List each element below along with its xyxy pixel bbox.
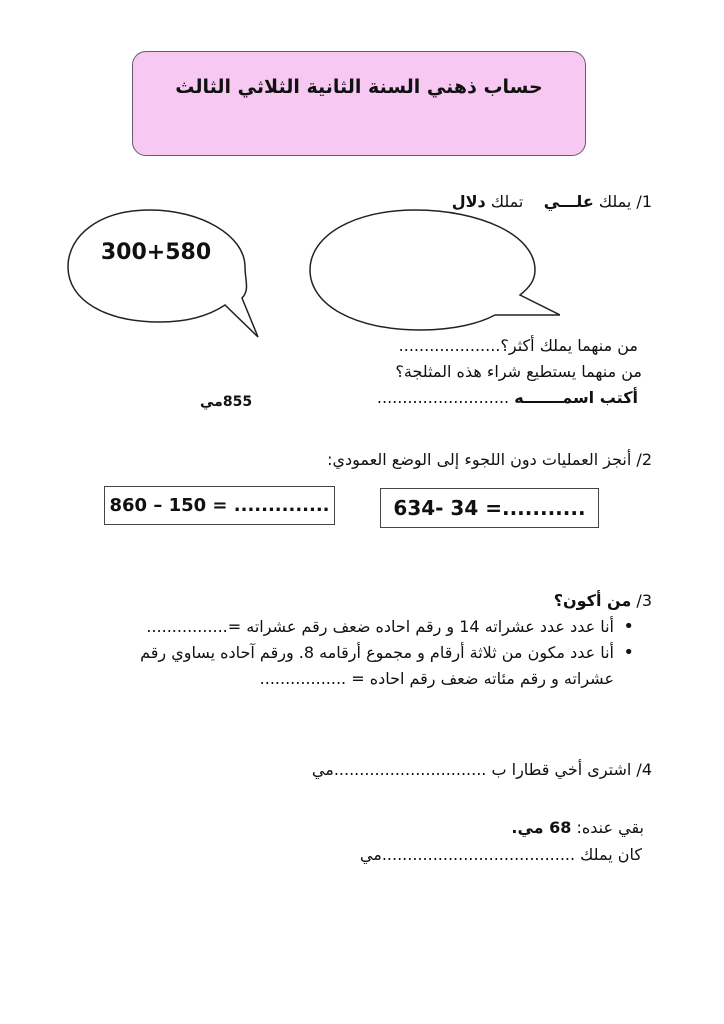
q1-name-ali: علـــي bbox=[543, 192, 594, 211]
operation-box-subtract-2: 634- 34 =........... bbox=[380, 488, 599, 528]
title-box bbox=[132, 51, 586, 156]
bubble-left-value: 300+580 bbox=[100, 240, 212, 265]
q1-line3 bbox=[377, 388, 638, 407]
q4-line3: كان يملك ......................................مي bbox=[359, 845, 642, 864]
q1-intro-prefix: يملك bbox=[598, 192, 632, 211]
q1-line1: من منهما يملك أكثر؟.................... bbox=[398, 336, 638, 355]
q1-line3-dots: .......................... bbox=[376, 388, 510, 407]
speech-bubble-right bbox=[310, 210, 560, 330]
q3-bullet-1: • أنا عدد عدد عشراته 14 و رقم احاده ضعف رقم عشراته =................ bbox=[136, 614, 636, 640]
q3-heading-line bbox=[554, 591, 652, 610]
q4-line2 bbox=[511, 818, 644, 837]
q1-intro-middle: تملك bbox=[490, 192, 524, 211]
page-title: حساب ذهني السنة الثانية الثلاثي الثالث bbox=[175, 76, 543, 98]
q3-bullets bbox=[136, 614, 636, 692]
q3-number: 3/ bbox=[636, 591, 652, 610]
q1-number: 1/ bbox=[636, 192, 652, 211]
q2-instruction: أنجز العمليات دون اللجوء إلى الوضع العمودي: bbox=[327, 450, 632, 469]
q4-number: 4/ bbox=[636, 760, 652, 779]
q2-number: 2/ bbox=[636, 450, 652, 469]
q4-line2-value: 68 مي. bbox=[511, 818, 572, 837]
q3-bullet-2: • أنا عدد مكون من ثلاثة أرقام و مجموع أرقامه 8. ورقم آحاده يساوي رقم عشراته و رقم مئاته ضعف رقم احاده = ................. bbox=[136, 640, 636, 692]
operation-box-subtract-1: 860 – 150 = .............. bbox=[104, 486, 335, 525]
q4-line1: اشترى أخي قطارا ب ..............................مي bbox=[311, 760, 632, 779]
q1-name-dalal: دلال bbox=[451, 192, 486, 211]
speech-bubbles bbox=[60, 205, 560, 355]
speech-bubble-left bbox=[68, 210, 258, 337]
q2-instruction-line bbox=[327, 450, 652, 469]
q4-line1-wrap bbox=[312, 760, 652, 779]
q3-heading: من أكون؟ bbox=[553, 591, 632, 610]
q1-line2: من منهما يستطيع شراء هذه المثلجة؟ bbox=[395, 362, 642, 381]
q1-line3-label: أكتب اسمـــــــه bbox=[514, 388, 638, 407]
ice-cream-price: 855مي bbox=[200, 394, 253, 410]
q4-line2-prefix: بقي عنده: bbox=[576, 818, 644, 837]
